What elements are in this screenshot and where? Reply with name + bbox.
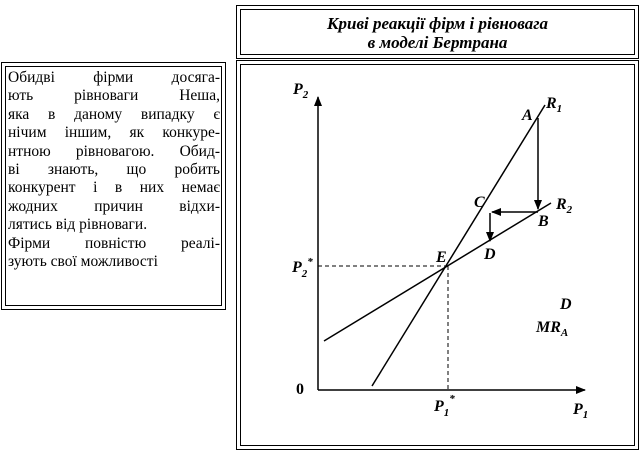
description-line: лятись від рівноваги. [8,216,148,234]
description-line: конкурент і в них немає [8,179,220,197]
description-line: ють рівноваги Неша, [8,87,220,105]
y-axis-label: $P_2$ [293,81,309,101]
x-axis-label: $P_1$ [573,401,589,421]
p2-star-label: $P_2^*$ [292,256,313,280]
description-line: Фірми повністю реалі- [8,234,220,252]
origin-label: 0 [296,381,304,398]
point-d-label: D [484,246,496,263]
reaction-curve-r1 [372,105,545,386]
description-line: зують свої можливості [8,253,158,271]
p1-star-label: $P_1^*$ [434,393,455,419]
r1-label: $R_1$ [546,95,563,115]
description-line: нічим іншим, як конкуре- [8,124,220,142]
description-line: яка в даному випадку є [8,105,220,123]
point-c-label: C [474,194,485,211]
description-line: жодних причин відхи- [8,197,220,215]
point-e-label: E [436,249,447,266]
title-line-1: Криві реакції фірм і рівновага [326,14,549,33]
legend-mr-label: $MR_A$ [536,319,569,339]
description-line: Обидві фірми досяга- [8,69,220,86]
description-line: нтною рівновагою. Обид- [8,142,220,160]
r2-label: $R_2$ [556,196,573,216]
title-line-2: в моделі Бертрана [367,33,508,52]
point-a-label: A [522,107,533,124]
description-line: ві знають, що робить [8,161,220,179]
legend-d-label: D [560,296,572,313]
point-b-label: B [538,213,549,230]
reaction-curve-r2 [324,203,551,341]
